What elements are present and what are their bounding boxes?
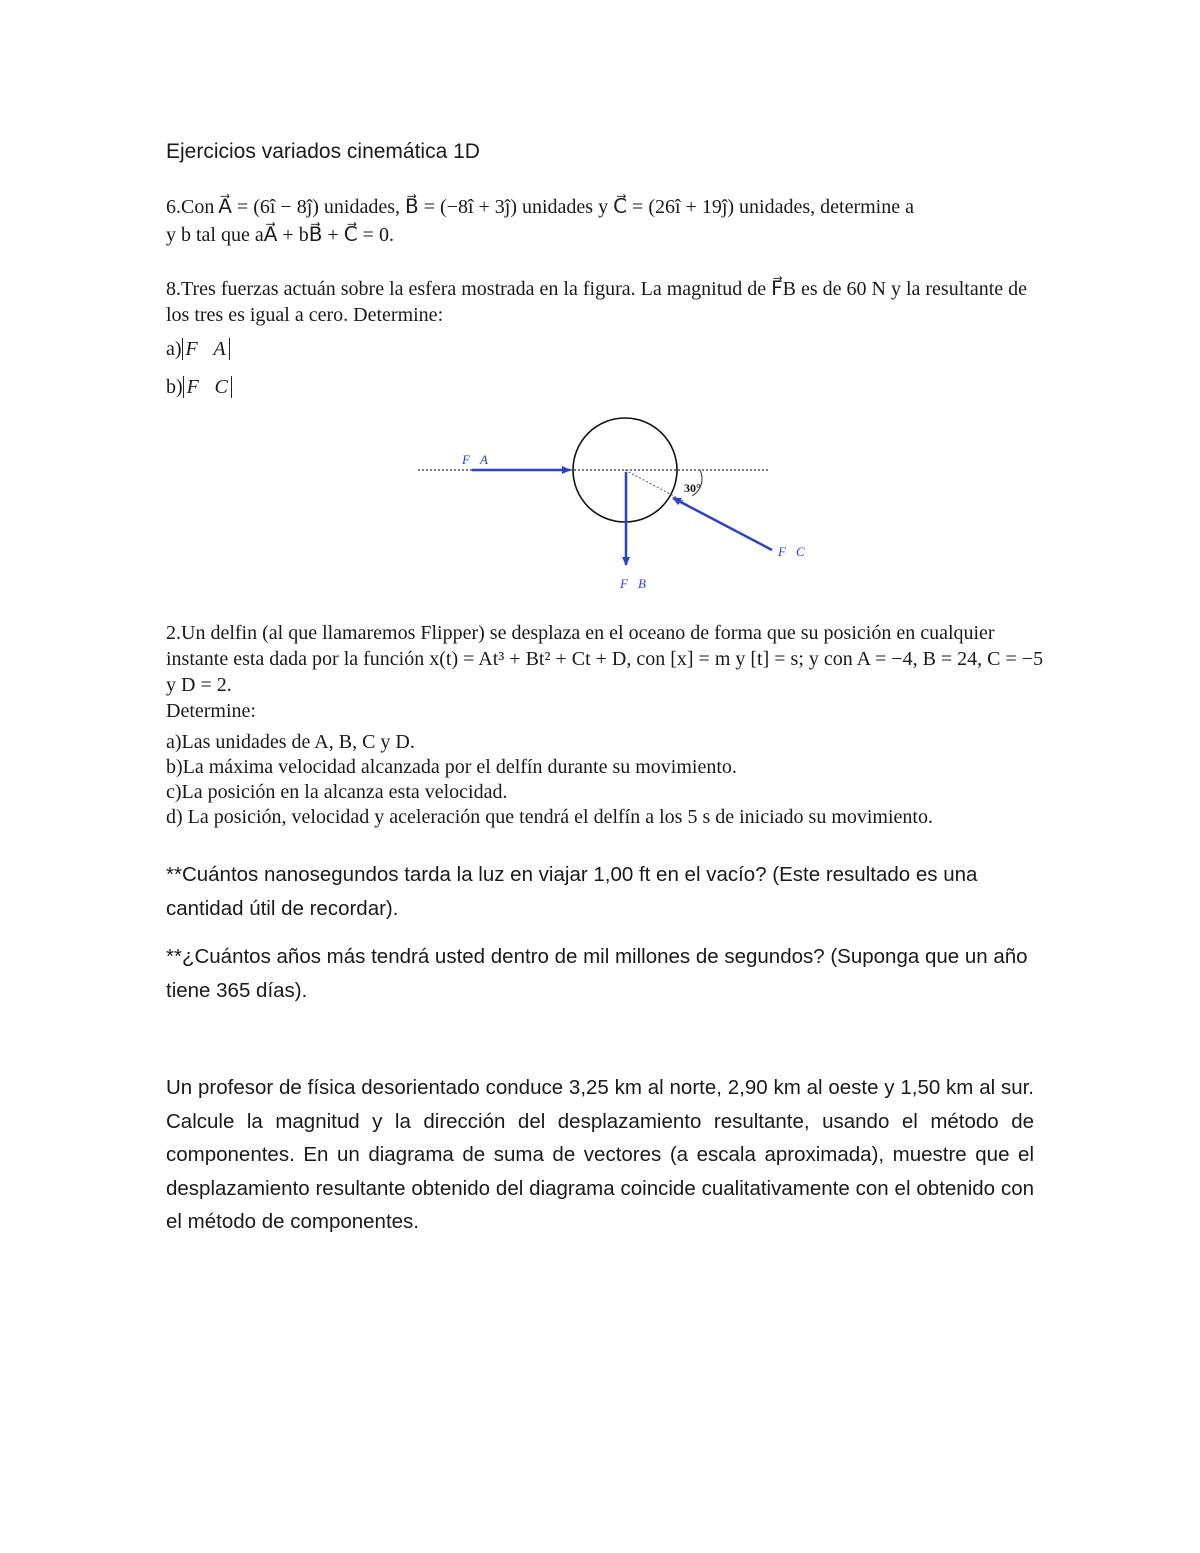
item-a-prefix: a): [166, 338, 182, 360]
exercise-8: [166, 276, 1046, 404]
item-b-prefix: b): [166, 376, 183, 398]
force-diagram: [410, 410, 810, 600]
exercise-2-text: 2.Un delfin (al que llamaremos Flipper) se desplaza en el oceano de forma que su posición en cualquier instante esta dada por la función x(t) = At³ + Bt² + Ct + D, con [x] = m y [t] = s; y con A = −4, B = 24, C = −5 y D = 2.: [166, 622, 1044, 696]
question-billion-seconds: **¿Cuántos años más tendrá usted dentro de mil millones de segundos? (Suponga que un año tiene 365 días).: [166, 945, 1028, 1002]
item-b-expression: F⃗C: [183, 376, 232, 398]
exercise-2-determine: Determine:: [166, 700, 256, 722]
angle-label: 30°: [684, 481, 701, 495]
label-fa: F⃗A: [462, 452, 488, 467]
exercise-2-item-d: d) La posición, velocidad y aceleración que tendrá el delfín a los 5 s de iniciado su movimiento.: [166, 806, 933, 828]
exercise-8-item-b: [166, 370, 1046, 404]
exercise-2-items: [166, 730, 1046, 830]
exercise-2-item-b: b)La máxima velocidad alcanzada por el delfín durante su movimiento.: [166, 756, 737, 778]
exercise-2-item-c: c)La posición en la alcanza esta velocidad.: [166, 781, 508, 803]
exercise-6-line-1: 6.Con A⃗ = (6î − 8ĵ) unidades, B⃗ = (−8î + 3ĵ) unidades y C⃗ = (26î + 19ĵ) unidades, determine a: [166, 196, 914, 218]
item-a-expression: F⃗A: [182, 338, 230, 360]
force-c-arrow: [673, 498, 772, 550]
question-displacement: Un profesor de física desorientado conduce 3,25 km al norte, 2,90 km al oeste y 1,50 km al sur. Calcule la magnitud y la dirección del desplazamiento resultante, usando el método de componentes. En un diagrama de suma de vectores (a escala aproximada), muestre que el desplazamiento resultante obtenido del diagrama coincide cualitativamente con el obtenido con el método de componentes.: [166, 1076, 1034, 1233]
question-light-nanoseconds: **Cuántos nanosegundos tarda la luz en viajar 1,00 ft en el vacío? (Este resultado es una cantidad útil de recordar).: [166, 863, 978, 920]
label-fc: F⃗C: [778, 544, 805, 559]
exercise-8-item-a: [166, 332, 1046, 366]
label-fb: F⃗B: [620, 576, 646, 591]
exercise-2: [166, 620, 1046, 830]
exercise-2-item-a: a)Las unidades de A, B, C y D.: [166, 731, 415, 753]
exercise-6-line-2: y b tal que aA⃗ + bB⃗ + C⃗ = 0.: [166, 224, 394, 246]
page-title: Ejercicios variados cinemática 1D: [166, 140, 480, 163]
exercise-6: [166, 193, 1046, 249]
exercise-8-text: 8.Tres fuerzas actuán sobre la esfera mostrada en la figura. La magnitud de F⃗B es de 60 N y la resultante de los tres es igual a cero. Determine:: [166, 278, 1028, 326]
